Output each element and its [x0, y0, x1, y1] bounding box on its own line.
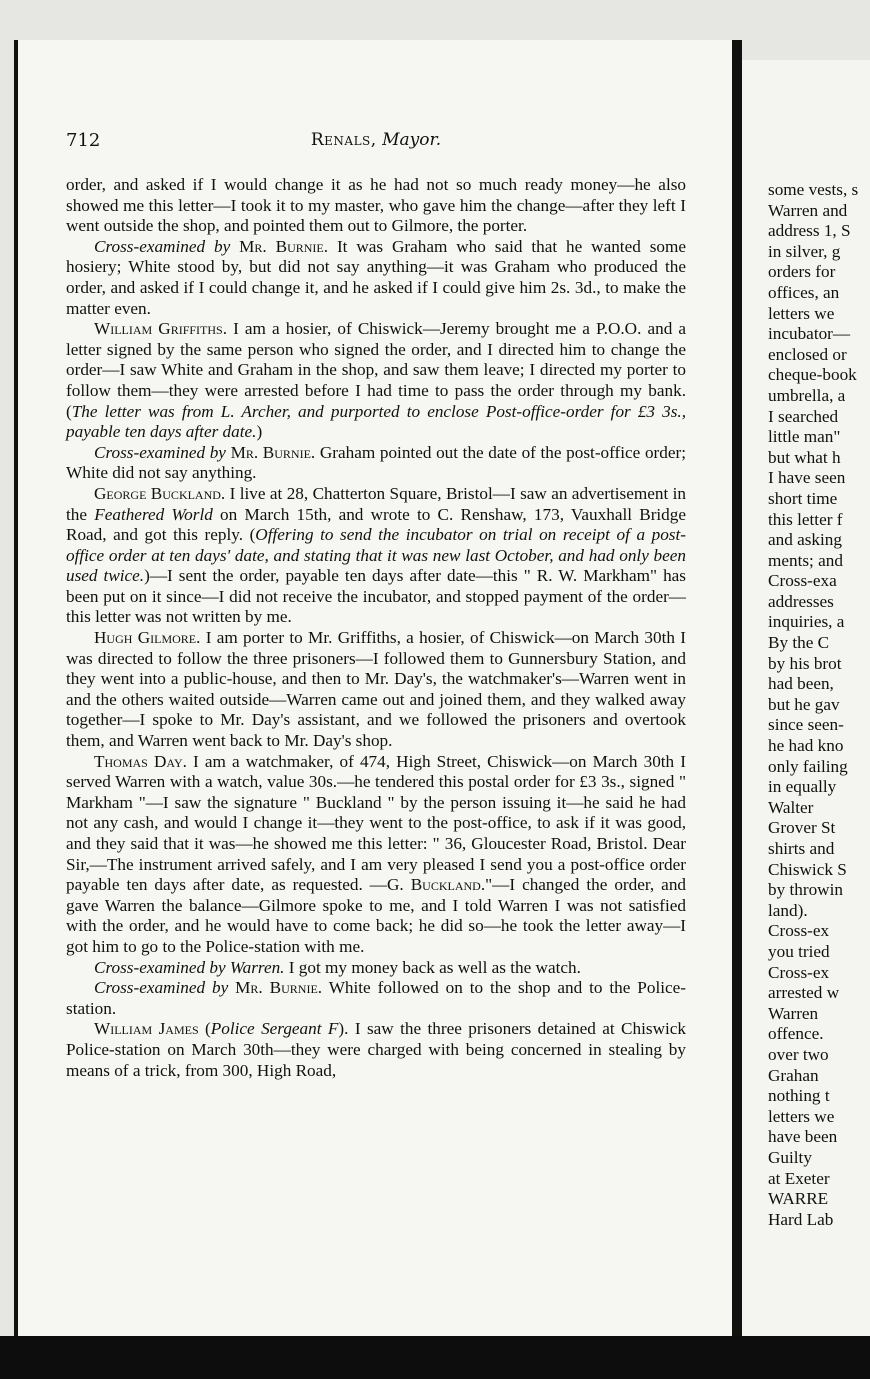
page-number: 712 [66, 130, 101, 151]
paragraph-segment: Mr. Burnie. [235, 978, 323, 998]
paragraph-segment: G. Buckland. [387, 875, 486, 895]
paragraph-segment: on March 15th, and wrote to C. Renshaw, 173, Vauxhall Bridge Road, and got this reply. ( [66, 504, 687, 545]
right-page-line: offices, an [768, 282, 840, 302]
right-page-line: inquiries, a [768, 612, 845, 632]
paragraph-segment: Hugh Gilmore. [94, 628, 201, 648]
paragraph-segment: Thomas Day. [94, 751, 187, 771]
paragraph [66, 628, 686, 752]
right-page-line: this letter f [768, 509, 843, 529]
right-page-line: address 1, S [768, 221, 851, 241]
right-page-line: by throwin [768, 880, 843, 900]
paragraph [66, 237, 686, 319]
right-page-line: had been, [768, 674, 834, 694]
right-page-line: Cross-ex [768, 962, 830, 982]
paragraph [66, 443, 686, 484]
right-page-line: shirts and [768, 839, 835, 858]
paragraph-segment: William Griffiths. [94, 319, 228, 339]
right-page-line: cheque-book [768, 365, 857, 385]
right-page [742, 60, 870, 1336]
right-page-line: Guilty [768, 1147, 812, 1167]
paragraph-segment: It was Graham who said that he wanted some hosiery; White stood by, but did not say anything—it was Graham who produced the order, and asked if I could change it, and he asked if I could give him 2s. 3d., to make the matter even. [66, 236, 686, 318]
right-page-line: and asking [768, 530, 842, 550]
paragraph-segment: Cross-examined by [94, 442, 231, 462]
paragraph-segment: I am a hosier, of Chiswick—Jeremy brought me a P.O.O. and a letter signed by the same person who signed the order, and I directed him to change the order—I saw White and Graham in the shop, and saw them leave; I directed my porter to follow them—they were arrested before I had time to pass the order through my bank. ( [66, 319, 687, 421]
paragraph-segment: I am a watchmaker, of 474, High Street, Chiswick—on March 30th I served Warren with a watch, value 30s.—he tendered this postal order for £3 3s., signed " Markham "—I saw the signature " Buckland " by the person issuing it—he said he had not any cash, and would I change it—they went to the post-office, to ask if it was good, and they said that it was—he showed me this letter: " 36, Gloucester Road, Bristol. Dear Sir,—The instrument arrived safely, and I am very pleased I send you a post-office order payable ten days after date, as requested. — [66, 751, 687, 895]
right-page-line: have been [768, 1127, 838, 1147]
paragraph [66, 958, 686, 979]
right-page-line: but what h [768, 447, 841, 467]
paragraph-segment: ). I saw the three prisoners detained at Chiswick Police-station on March 30th—they were charged with being concerned in stealing by means of a trick, from 300, High Road, [66, 1019, 686, 1080]
paragraph-segment: )—I sent the order, payable ten days after date—this " R. W. Markham" has been put on it since—I did not receive the incubator, and stopped payment of the order—this letter was not written by me. [66, 566, 686, 627]
right-page-line: nothing t [768, 1086, 830, 1106]
running-head-name: Renals, [310, 130, 377, 150]
right-page-line: Grover St [768, 818, 836, 838]
paragraph-segment: White followed on to the shop and to the Police-station. [66, 978, 686, 1018]
paragraph-segment: ( [198, 1019, 211, 1039]
right-page-line: orders for [768, 262, 836, 282]
right-page-line: short time [768, 488, 838, 508]
right-page-line: little man" [768, 427, 841, 447]
right-page-line: Cross-ex [768, 921, 830, 941]
right-page-line: Hard Lab [768, 1209, 834, 1229]
paragraph-segment: Cross-examined by [94, 236, 240, 256]
right-page-line: Walter [768, 797, 814, 817]
paragraph-segment: Feathered World [94, 504, 213, 524]
right-page-line: land). [768, 900, 808, 920]
paragraph-segment: I am porter to Mr. Griffiths, a hosier, of Chiswick—on March 30th I was directed to follow the three prisoners—I followed them to Gunnersbury Station, and they went into a public-house, and then to Mr. Day's, the watchmaker's—Warren went in and the others waited outside—Warren came out and joined them, and they walked away together—I spoke to Mr. Day's assistant, and we followed the prisoners and overtook them, and Warren went back to Mr. Day's shop. [66, 628, 686, 751]
right-page-line: ments; and [768, 550, 843, 570]
paragraph-segment: I got my money back as well as the watch. [284, 957, 581, 977]
right-page-line: over two [768, 1044, 829, 1064]
right-page-line: I have seen [768, 468, 846, 488]
right-page-line: addresses [768, 591, 834, 611]
right-page-text [768, 180, 870, 1230]
right-page-line: arrested w [768, 983, 840, 1003]
right-page-line: offence. [768, 1024, 824, 1044]
paragraph [66, 484, 686, 628]
right-page-line: umbrella, a [768, 385, 846, 405]
right-page-line: only failing [768, 756, 848, 776]
paragraph-segment: "—I changed the order, and gave Warren the balance—Gilmore spoke to me, and I told Warren I was not satisfied with the order, and he would have to come back; he did so—he took the letter away—I got him to go to the Police-station with me. [66, 875, 687, 956]
paragraph-segment: Mr. Burnie. [230, 442, 316, 462]
right-page-line: Warren and [768, 200, 848, 220]
paragraph-segment: Cross-examined by [94, 978, 236, 998]
paragraph [66, 978, 686, 1019]
paragraph-segment: Graham pointed out the date of the post-office order; White did not say anything. [66, 442, 686, 483]
paragraph-segment: Police Sergeant F [210, 1019, 339, 1039]
right-page-line: he had kno [768, 736, 844, 756]
right-page-line: Cross-exa [768, 571, 837, 591]
paragraph-segment: Cross-examined by Warren. [94, 957, 285, 977]
right-page-line: at Exeter [768, 1168, 830, 1188]
paragraph-segment: William James [94, 1019, 199, 1039]
paragraph-segment: order, and asked if I would change it as he had not so much ready money—he also showed me this letter—I took it to my master, who gave him the change—after they left I went outside the shop, and pointed them out to Gilmore, the porter. [66, 175, 686, 236]
right-page-line: in equally [768, 777, 837, 797]
right-page-line: in silver, g [768, 241, 841, 261]
right-page-line: incubator— [768, 324, 851, 344]
paragraph [66, 175, 686, 237]
paragraph-segment: I live at 28, Chatterton Square, Bristol—I saw an advertisement in the [66, 483, 686, 524]
paragraph-segment: Offering to send the incubator on trial on receipt of a post-office order at ten days' date, and stating that it was new last October, and had only been used twice. [66, 525, 686, 586]
right-page-line: Warren [768, 1003, 819, 1023]
right-page-line: but he gav [768, 694, 840, 714]
running-head-title: Mayor. [382, 130, 442, 150]
page-header [66, 130, 686, 154]
book-gutter [732, 40, 742, 1336]
right-page-line: some vests, s [768, 180, 859, 199]
running-head [66, 130, 686, 150]
right-page-line: Grahan [768, 1065, 819, 1085]
right-page-line: letters we [768, 1106, 835, 1126]
scan-bottom-edge [0, 1336, 870, 1379]
paragraph [66, 319, 686, 443]
right-page-line: enclosed or [768, 344, 847, 364]
paragraph-segment: The letter was from L. Archer, and purported to enclose Post-office-order for £3 3s., payable ten days after date. [66, 401, 686, 442]
right-page-line: letters we [768, 303, 835, 323]
right-page-line: Chiswick S [768, 859, 847, 879]
paragraph-segment: George Buckland. [94, 483, 226, 503]
paragraph-segment: Mr. Burnie. [239, 236, 329, 256]
right-page-line: since seen- [768, 715, 844, 735]
right-page-line: By the C [768, 633, 830, 653]
paragraph-segment: ) [256, 422, 263, 442]
right-page-line: I searched [768, 406, 839, 426]
right-page-line: WARRE [768, 1189, 829, 1209]
right-page-line: by his brot [768, 653, 842, 673]
body-text [66, 175, 686, 1081]
paragraph [66, 752, 686, 958]
paragraph [66, 1019, 686, 1081]
right-page-line: you tried [768, 941, 830, 961]
